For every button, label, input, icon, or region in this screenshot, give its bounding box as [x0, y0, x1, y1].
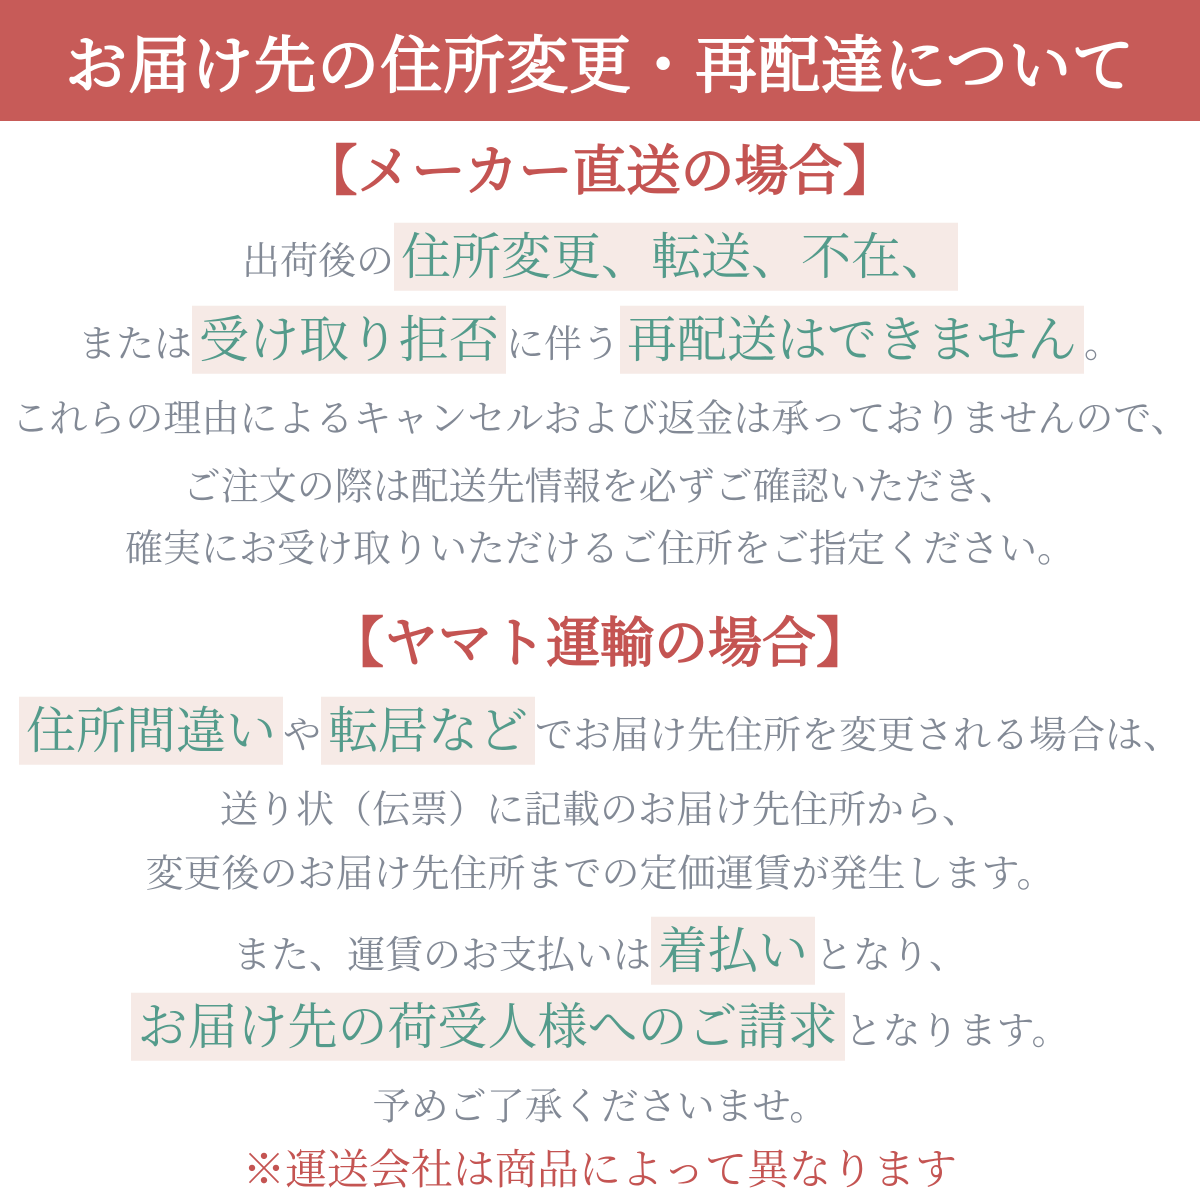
highlight-text: 転居など [321, 697, 535, 765]
notice-line [0, 226, 1200, 289]
notice-line [0, 787, 1200, 835]
section-heading-text: 【ヤマト運輸の場合】 [330, 613, 870, 674]
notice-line [0, 396, 1200, 444]
section-heading-text: 【メーカー直送の場合】 [303, 141, 897, 202]
text-segment: 変更後のお届け先住所までの定価運賃が発生します。 [145, 853, 1055, 896]
page-title: お届け先の住所変更・再配達について [65, 32, 1135, 101]
highlight-text: 受け取り拒否 [192, 306, 506, 374]
notice-line [0, 464, 1200, 512]
text-segment: となり、 [815, 934, 968, 977]
highlight-text: 住所変更、転送、不在、 [394, 223, 958, 291]
notice-line [0, 526, 1200, 574]
text-segment: 予めご了承くださいませ。 [372, 1086, 828, 1129]
text-segment: また、運賃のお支払いは [232, 934, 651, 977]
text-segment: でお届け先住所を変更される場合は、 [535, 714, 1182, 757]
text-segment: や [282, 714, 321, 757]
notice-line [0, 996, 1200, 1059]
text-segment: 。 [1084, 323, 1123, 366]
notice-line [0, 309, 1200, 372]
text-segment: となります。 [844, 1010, 1070, 1053]
highlight-text: 着払い [651, 917, 815, 985]
section-heading-yamato [0, 610, 1200, 678]
highlight-text: 住所間違い [19, 697, 283, 765]
notice-line [0, 700, 1200, 763]
carrier-note [0, 1144, 1200, 1197]
text-segment: または [77, 323, 192, 366]
notice-line [0, 920, 1200, 983]
title-banner [0, 0, 1200, 121]
text-segment: ご注文の際は配送先情報を必ずご確認いただき、 [182, 466, 1018, 509]
text-segment: これらの理由によるキャンセルおよび返金は承っておりませんので、 [11, 398, 1189, 441]
text-segment: に伴う [505, 323, 620, 366]
highlight-text: お届け先の荷受人様へのご請求 [131, 993, 845, 1061]
text-segment: 送り状（伝票）に記載のお届け先住所から、 [219, 789, 980, 832]
carrier-note-text: ※運送会社は商品によって異なります [242, 1145, 957, 1193]
section-heading-direct-shipping [0, 138, 1200, 206]
highlight-text: 再配送はできません [620, 306, 1084, 374]
notice-line [0, 1084, 1200, 1132]
text-segment: 出荷後の [241, 240, 394, 283]
notice-line [0, 851, 1200, 899]
text-segment: 確実にお受け取りいただけるご住所をご指定ください。 [124, 528, 1075, 571]
